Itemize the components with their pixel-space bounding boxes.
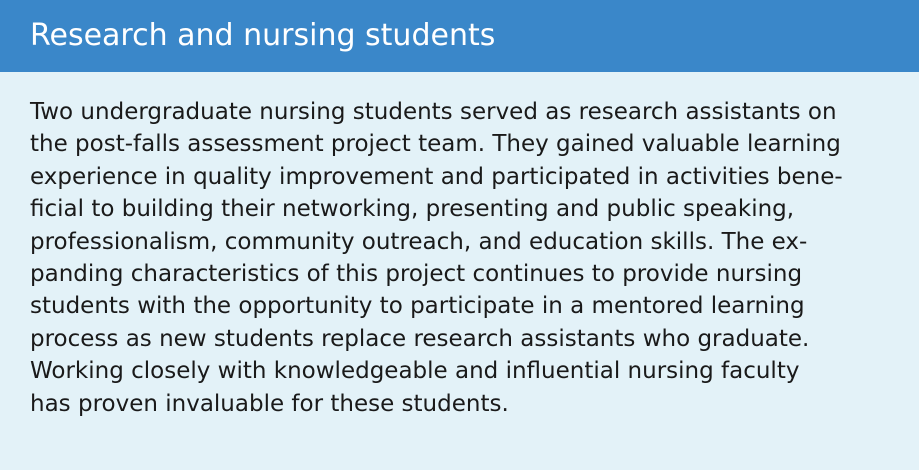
box-body: [30, 96, 900, 420]
body-text-line: experience in quality improvement and participated in activities bene-: [30, 163, 843, 190]
body-text-line: Two undergraduate nursing students served as research assistants on: [30, 99, 837, 125]
body-text-line: students with the opportunity to participate in a mentored learning: [30, 293, 805, 320]
body-text-line: process as new students replace research assistants who graduate.: [30, 325, 810, 352]
body-text-line: professionalism, community outreach, and education skills. The ex-: [30, 228, 808, 255]
body-text-line: ficial to building their networking, presenting and public speaking,: [30, 196, 795, 223]
body-text-line: the post-falls assessment project team. They gained valuable learning: [30, 131, 841, 158]
box-title: Research and nursing students: [30, 18, 496, 53]
body-text-line: Working closely with knowledgeable and influential nursing faculty: [30, 358, 800, 385]
body-text-line: panding characteristics of this project continues to provide nursing: [30, 261, 803, 288]
box-header: [0, 0, 919, 72]
body-text-line: has proven invaluable for these students.: [30, 390, 509, 417]
